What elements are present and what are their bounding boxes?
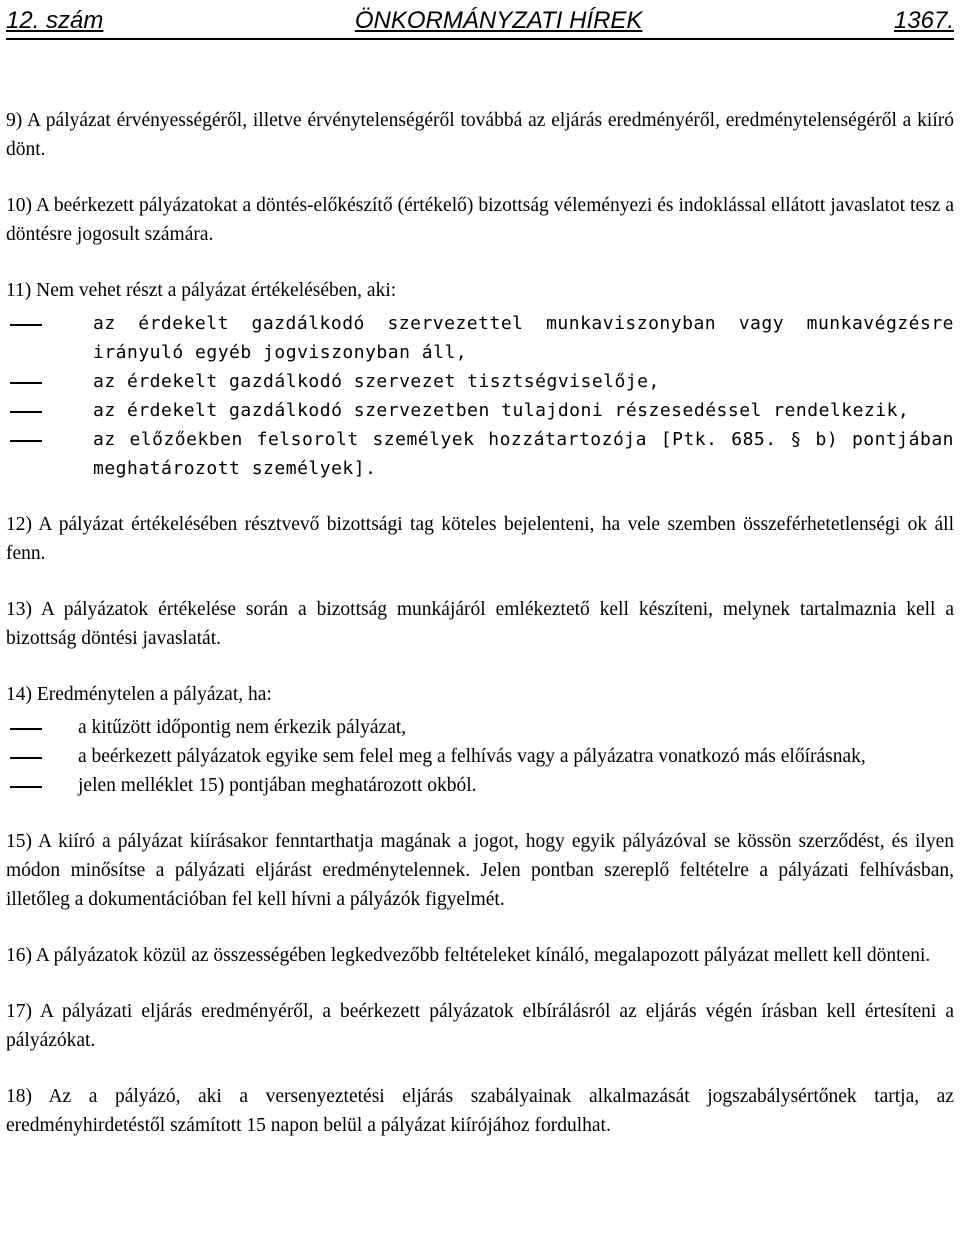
- paragraph-17: 17) A pályázati eljárás eredményéről, a beérkezett pályázatok elbírálásról az eljárás végén írásban kell értesíteni a pályázókat.: [6, 1001, 954, 1051]
- list-item: az érdekelt gazdálkodó szervezettel munkaviszonyban vagy munkavégzésre irányuló egyéb jogviszonyban áll,: [6, 309, 954, 367]
- paragraph-18: 18) Az a pályázó, aki a versenyeztetési eljárás szabályainak alkalmazását jogszabálysértőnek tartja, az eredményhirdetéstől számított 15 napon belül a pályázat kiírójához fordulhat.: [6, 1086, 954, 1136]
- paragraph-11-list: [6, 309, 954, 483]
- publication-title: ÖNKORMÁNYZATI HÍREK: [354, 7, 643, 34]
- paragraph-14-list: [6, 713, 954, 800]
- page-header: [6, 0, 954, 40]
- paragraph-16: 16) A pályázatok közül az összességében legkedvezőbb feltételeket kínáló, megalapozott pályázat mellett kell dönteni.: [6, 945, 931, 966]
- list-item: az érdekelt gazdálkodó szervezet tisztségviselője,: [6, 367, 954, 396]
- list-item: jelen melléklet 15) pontjában meghatározott okból.: [6, 771, 954, 800]
- paragraph-11-intro: 11) Nem vehet részt a pályázat értékelésében, aki:: [6, 280, 397, 301]
- paragraph-15: 15) A kiíró a pályázat kiírásakor fenntarthatja magának a jogot, hogy egyik pályázóval se kössön szerződést, és ilyen módon minősítse a pályázati eljárást eredménytelennek. Jelen pontban szereplő feltételre a pályázati felhívásban, illetőleg a dokumentációban fel kell hívni a pályázók figyelmét.: [6, 831, 954, 910]
- paragraph-14-intro: 14) Eredménytelen a pályázat, ha:: [6, 684, 272, 705]
- list-item: a beérkezett pályázatok egyike sem felel meg a felhívás vagy a pályázatra vonatkozó más előírásnak,: [6, 742, 954, 771]
- paragraph-13: 13) A pályázatok értékelése során a bizottság munkájáról emlékeztető kell készíteni, melynek tartalmaznia kell a bizottság döntési javaslatát.: [6, 599, 954, 649]
- page-number: 1367.: [893, 7, 954, 34]
- list-item: a kitűzött időpontig nem érkezik pályázat,: [6, 713, 954, 742]
- list-item: az érdekelt gazdálkodó szervezetben tulajdoni részesedéssel rendelkezik,: [6, 396, 954, 425]
- paragraph-10: 10) A beérkezett pályázatokat a döntés-előkészítő (értékelő) bizottság véleményezi és indoklással ellátott javaslatot tesz a döntésre jogosult számára.: [6, 195, 954, 245]
- issue-number: 12. szám: [6, 7, 104, 34]
- paragraph-9: 9) A pályázat érvényességéről, illetve érvénytelenségéről továbbá az eljárás eredményéről, eredménytelenségéről a kiíró dönt.: [6, 110, 954, 160]
- list-item: az előzőekben felsorolt személyek hozzátartozója [Ptk. 685. § b) pontjában meghatározott személyek].: [6, 425, 954, 483]
- paragraph-12: 12) A pályázat értékelésében résztvevő bizottsági tag köteles bejelenteni, ha vele szemben összeférhetetlenségi ok áll fenn.: [6, 514, 954, 564]
